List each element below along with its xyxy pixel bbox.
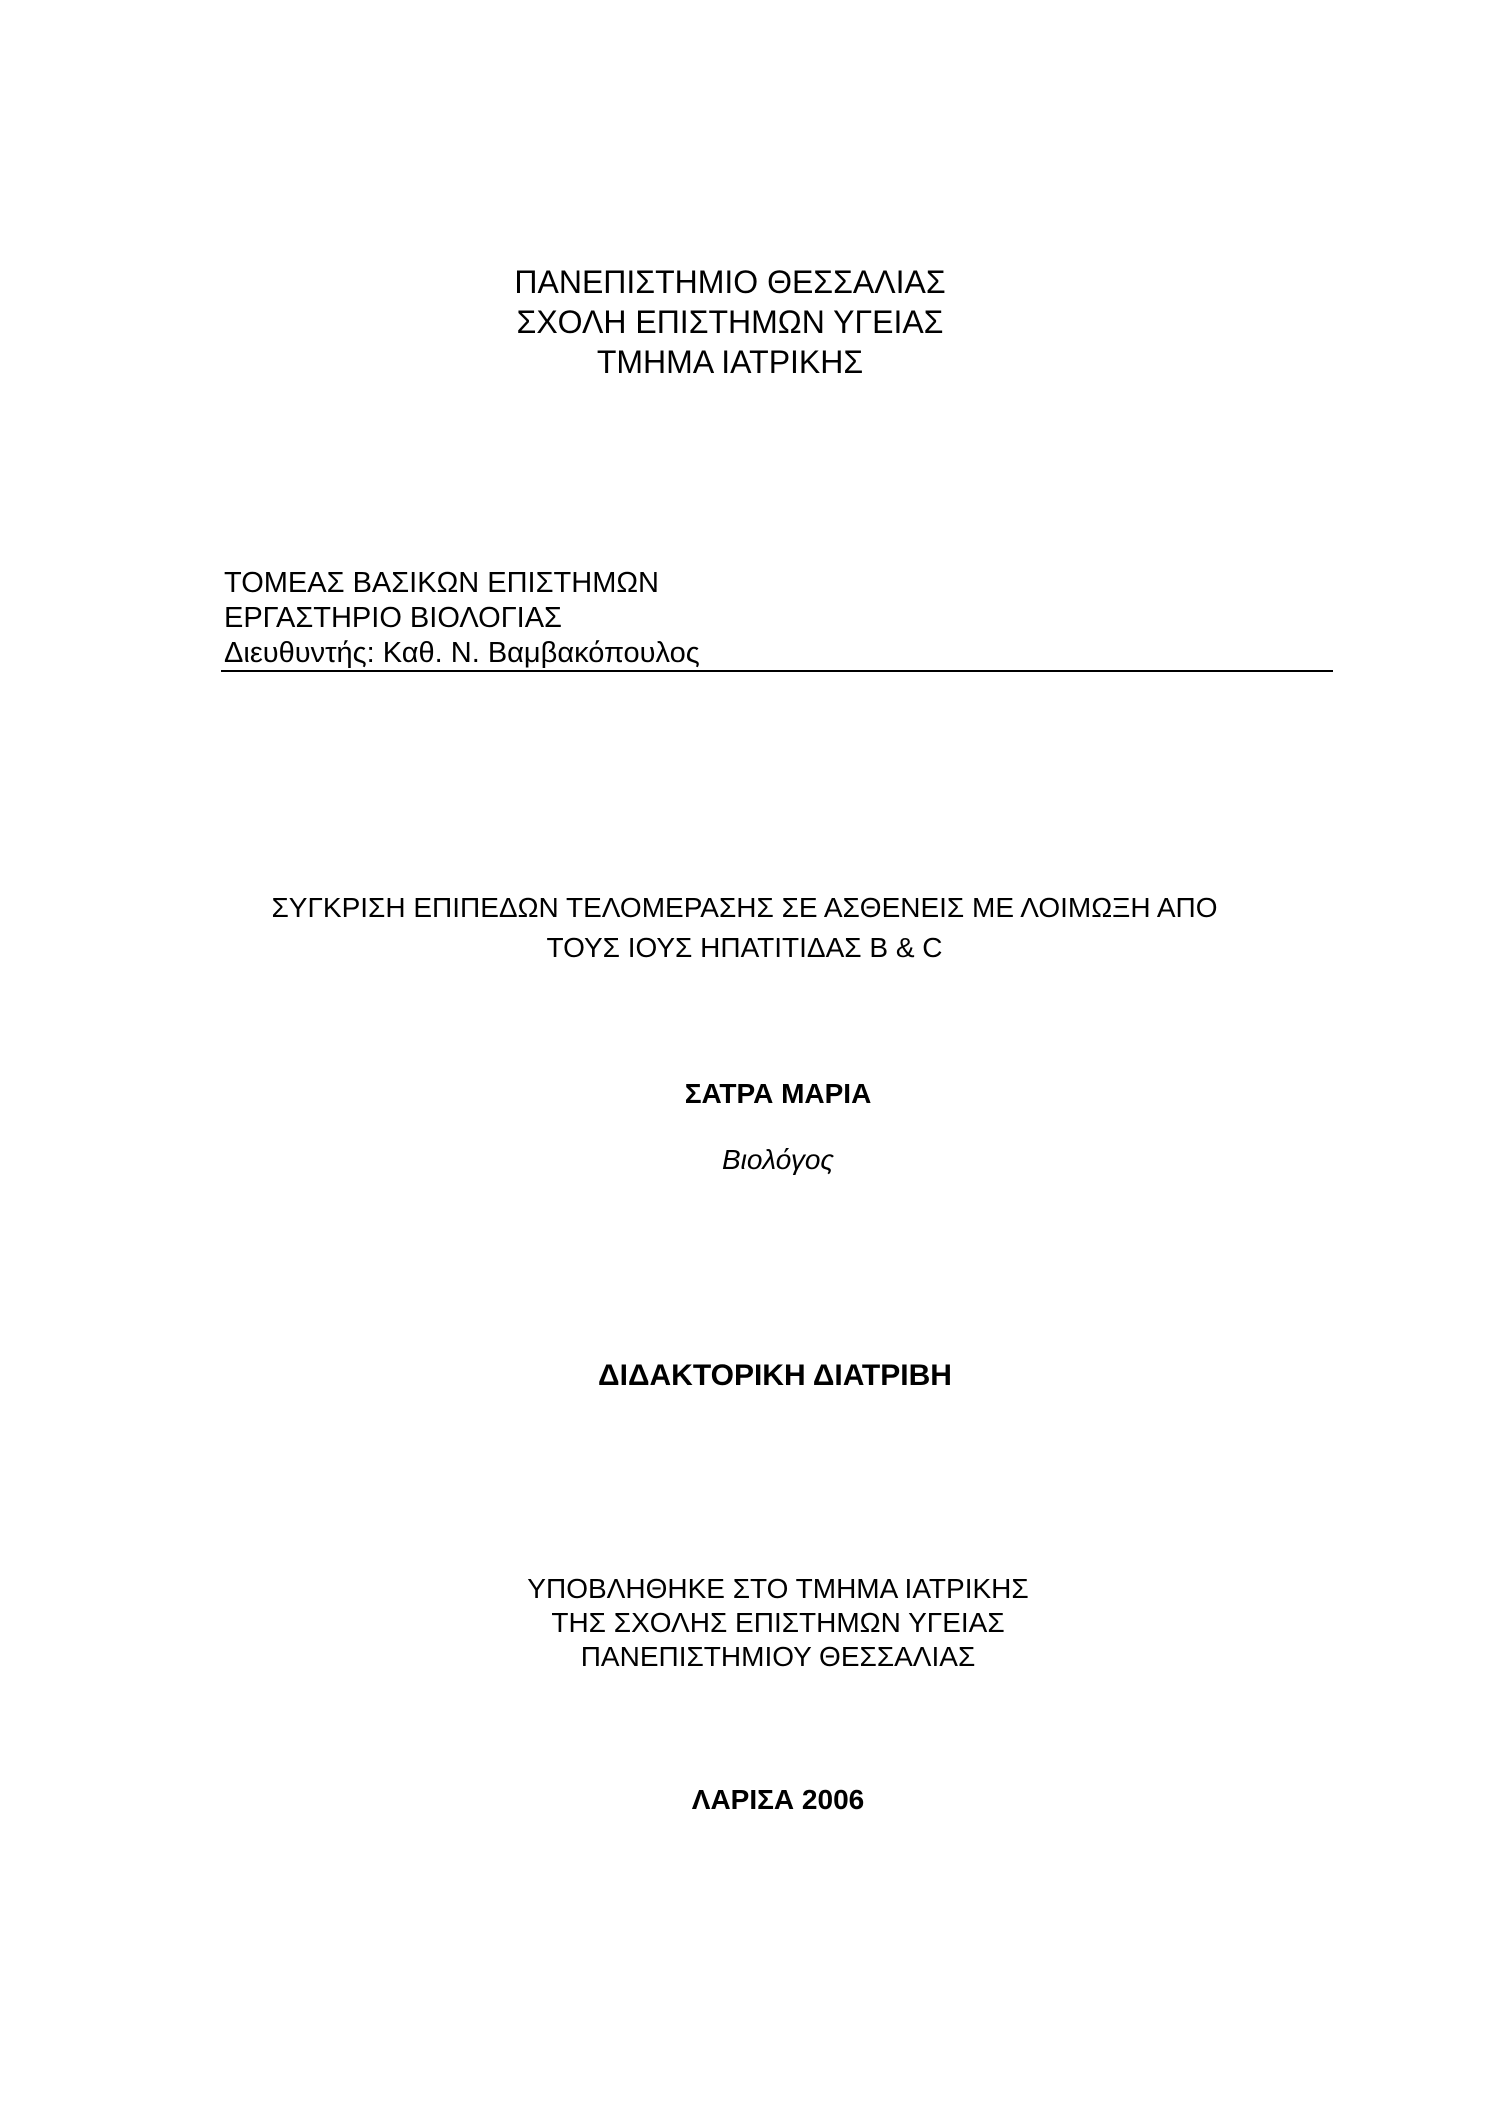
thesis-title-line-1: ΣΥΓΚΡΙΣΗ ΕΠΙΠΕΔΩΝ ΤΕΛΟΜΕΡΑΣΗΣ ΣΕ ΑΣΘΕΝΕΙΣ ΜΕ ΛΟΙΜΩΞΗ ΑΠΟ bbox=[271, 892, 1218, 923]
author-name: ΣΑΤΡΑ ΜΑΡΙΑ bbox=[684, 1078, 872, 1109]
department-name: ΤΜΗΜΑ ΙΑΤΡΙΚΗΣ bbox=[596, 344, 864, 380]
university-name: ΠΑΝΕΠΙΣΤΗΜΙΟ ΘΕΣΣΑΛΙΑΣ bbox=[514, 264, 946, 300]
submission-line-2: ΤΗΣ ΣΧΟΛΗΣ ΕΠΙΣΤΗΜΩΝ ΥΓΕΙΑΣ bbox=[551, 1607, 1005, 1638]
document-type: ΔΙΔΑΚΤΟΡΙΚΗ ΔΙΑΤΡΙΒΗ bbox=[598, 1359, 952, 1392]
submission-statement bbox=[0, 1572, 1489, 1674]
thesis-title-line-2: ΤΟΥΣ ΙΟΥΣ ΗΠΑΤΙΤΙΔΑΣ Β & C bbox=[546, 932, 943, 963]
submission-line-1: ΥΠΟΒΛΗΘΗΚΕ ΣΤΟ ΤΜΗΜΑ ΙΑΤΡΙΚΗΣ bbox=[527, 1573, 1029, 1604]
submission-line-3: ΠΑΝΕΠΙΣΤΗΜΙΟΥ ΘΕΣΣΑΛΙΑΣ bbox=[580, 1641, 976, 1672]
director-line: Διευθυντής: Καθ. Ν. Βαμβακόπουλος bbox=[224, 637, 700, 669]
sector-block bbox=[224, 566, 700, 671]
sector-name: ΤΟΜΕΑΣ ΒΑΣΙΚΩΝ ΕΠΙΣΤΗΜΩΝ bbox=[224, 567, 659, 599]
university-header bbox=[0, 262, 1460, 382]
horizontal-rule bbox=[221, 670, 1333, 672]
school-name: ΣΧΟΛΗ ΕΠΙΣΤΗΜΩΝ ΥΓΕΙΑΣ bbox=[516, 304, 944, 340]
thesis-title bbox=[0, 888, 1489, 968]
place-and-year: ΛΑΡΙΣΑ 2006 bbox=[691, 1784, 865, 1815]
author-role: Βιολόγος bbox=[721, 1144, 835, 1175]
laboratory-name: ΕΡΓΑΣΤΗΡΙΟ ΒΙΟΛΟΓΙΑΣ bbox=[224, 602, 562, 634]
